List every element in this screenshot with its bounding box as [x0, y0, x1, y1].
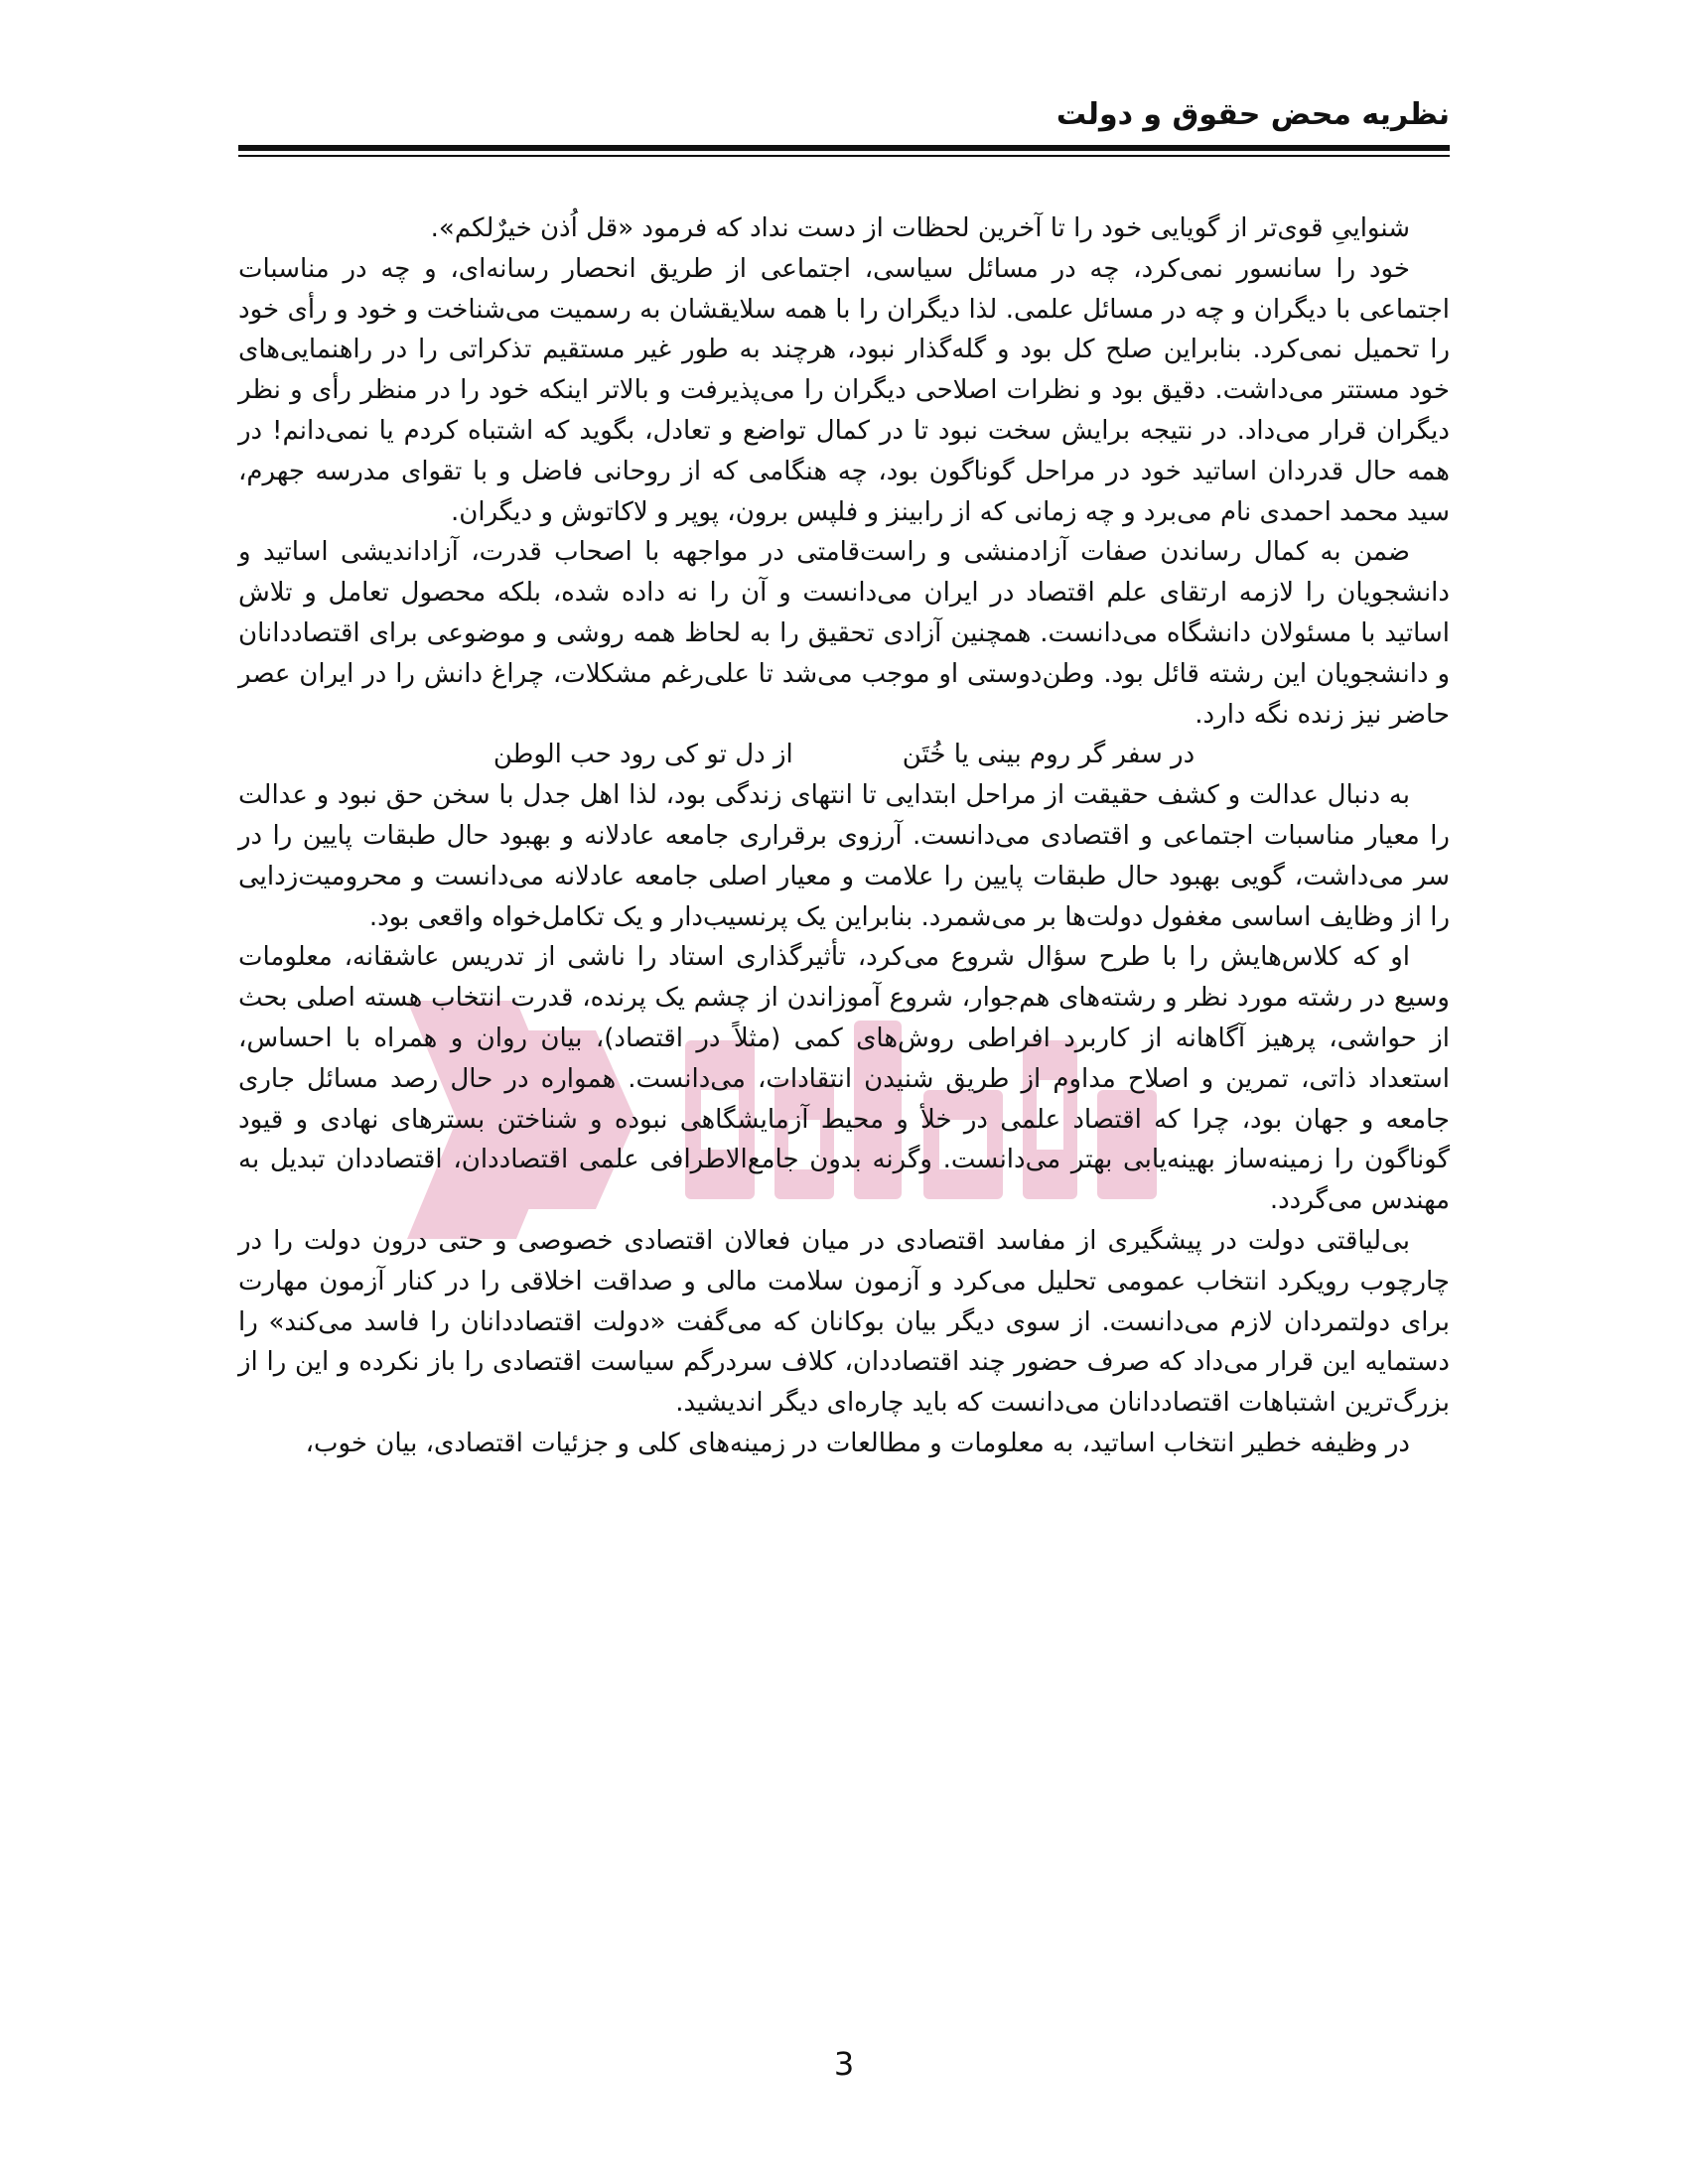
paragraph: ضمن به کمال رساندن صفات آزادمنشی و راست‌قامتی در مواجهه با اصحاب قدرت، آزاداندیشی اساتید و دانشجویان را لازمه ارتقای علم اقتصاد در ایران می‌دانست و آن را نه داده شده، بلکه محصول تعامل و تلاش اساتید با مسئولان دانشگاه می‌دانست. همچنین آزادی تحقیق را به لحاظ همه روشی و موضوعی برای اقتصاددانان و دانشجویان این رشته قائل بود. وطن‌دوستی او موجب می‌شد تا علی‌رغم مشکلات، چراغ دانش را در ایران عصر حاضر نیز زنده نگه دارد.: [238, 537, 1450, 730]
paragraph: به دنبال عدالت و کشف حقیقت از مراحل ابتدایی تا انتهای زندگی بود، لذا اهل جدل با سخن حق نبود و عدالت را معیار مناسبات اجتماعی و اقتصادی می‌دانست. آرزوی برقراری جامعه عادلانه و بهبود حال طبقات پایین را در سر می‌داشت، گویی بهبود حال طبقات پایین را علامت و معیار اصلی جامعه عادلانه می‌دانست و محرومیت‌زدایی را از وظایف اساسی مغفول دولت‌ها بر می‌شمرد. بنابراین یک پرنسیب‌دار و یک تکامل‌خواه واقعی بود.: [238, 780, 1450, 932]
body-text: [238, 208, 1450, 1464]
header-rule-thick: [238, 145, 1450, 151]
paragraph: بی‌لیاقتی دولت در پیشگیری از مفاسد اقتصادی در میان فعالان اقتصادی خصوصی و حتی درون دولت را در چارچوب رویکرد انتخاب عمومی تحلیل می‌کرد و آزمون سلامت مالی و صداقت اخلاقی را در کنار آزمون مهارت برای دولتمردان لازم می‌دانست. از سوی دیگر بیان بوکانان که می‌گفت «دولت اقتصاددانان را فاسد می‌کند» را دستمایه این قرار می‌داد که صرف حضور چند اقتصاددان، کلاف سردرگم سیاست اقتصادی را باز نکرده و این را از بزرگ‌ترین اشتباهات اقتصاددانان می‌دانست که باید چاره‌ای دیگر اندیشید.: [238, 1225, 1450, 1419]
running-header-title: نظریه محض حقوق و دولت: [1055, 97, 1450, 132]
header-rule-thin: [238, 155, 1450, 157]
paragraph: شنواییِ قوی‌تر از گویایی خود را تا آخرین لحظات از دست نداد که فرمود «قل اُذن خیرٌلکم».: [430, 213, 1410, 243]
verse-hemistich-first: در سفر گر روم بینی یا خُتَن: [902, 740, 1196, 770]
page-number: 3: [833, 2045, 855, 2083]
paragraph: در وظیفه خطیر انتخاب اساتید، به معلومات و مطالعات در زمینه‌های کلی و جزئیات اقتصادی، بیان خوب،: [305, 1428, 1410, 1458]
paragraph: خود را سانسور نمی‌کرد، چه در مسائل سیاسی، اجتماعی از طریق انحصار رسانه‌ای، و چه در مناسبات اجتماعی با دیگران و چه در مسائل علمی. لذا دیگران را با همه سلایقشان به رسمیت می‌شناخت و خود و رأی خود را تحمیل نمی‌کرد. بنابراین صلح کل بود و گله‌گذار نبود، هرچند به طور غیر مستقیم تذکراتی را در راهنمایی‌های خود مستتر می‌داشت. دقیق بود و نظرات اصلاحی دیگران را می‌پذیرفت و بالاتر اینکه خود را در منظر رأی و نظر دیگران قرار می‌داد. در نتیجه برایش سخت نبود تا در کمال تواضع و تعادل، بگوید که اشتباه کردم یا نمی‌دانم! در همه حال قدردان اساتید خود در مراحل گوناگون بود، چه هنگامی که از روحانی فاضل و با تقوای مدرسه جهرم، سید محمد احمدی نام می‌برد و چه زمانی که از رابینز و فلپس برون، پوپر و لاکاتوش و دیگران.: [238, 253, 1450, 527]
verse-hemistich-second: از دل تو کی رود حب الوطن: [492, 740, 793, 770]
poem-verse: [238, 735, 1450, 775]
paragraph: او که کلاس‌هایش را با طرح سؤال شروع می‌کرد، تأثیرگذاری استاد را ناشی از تدریس عاشقانه، معلومات وسیع در رشته مورد نظر و رشته‌های هم‌جوار، شروع آموزاندن از چشم یک پرنده، قدرت انتخاب هسته اصلی بحث از حواشی، پرهیز آگاهانه از کاربرد افراطی روش‌های کمی (مثلاً در اقتصاد)، بیان روان و همراه با احساس، استعداد ذاتی، تمرین و اصلاح مداوم از طریق شنیدن انتقادات، می‌دانست. همواره در حال رصد مسائل جاری جامعه و جهان بود، چرا که اقتصاد علمی در خلأ و محیط آزمایشگاهی نبوده و شناختن بسترهای نهادی و قیود گوناگون را زمینه‌ساز بهینه‌یابی بهتر می‌دانست. وگرنه بدون جامع‌الاطرافی علمی اقتصاددان، اقتصاددان تبدیل به مهندس می‌گردد.: [238, 942, 1450, 1216]
